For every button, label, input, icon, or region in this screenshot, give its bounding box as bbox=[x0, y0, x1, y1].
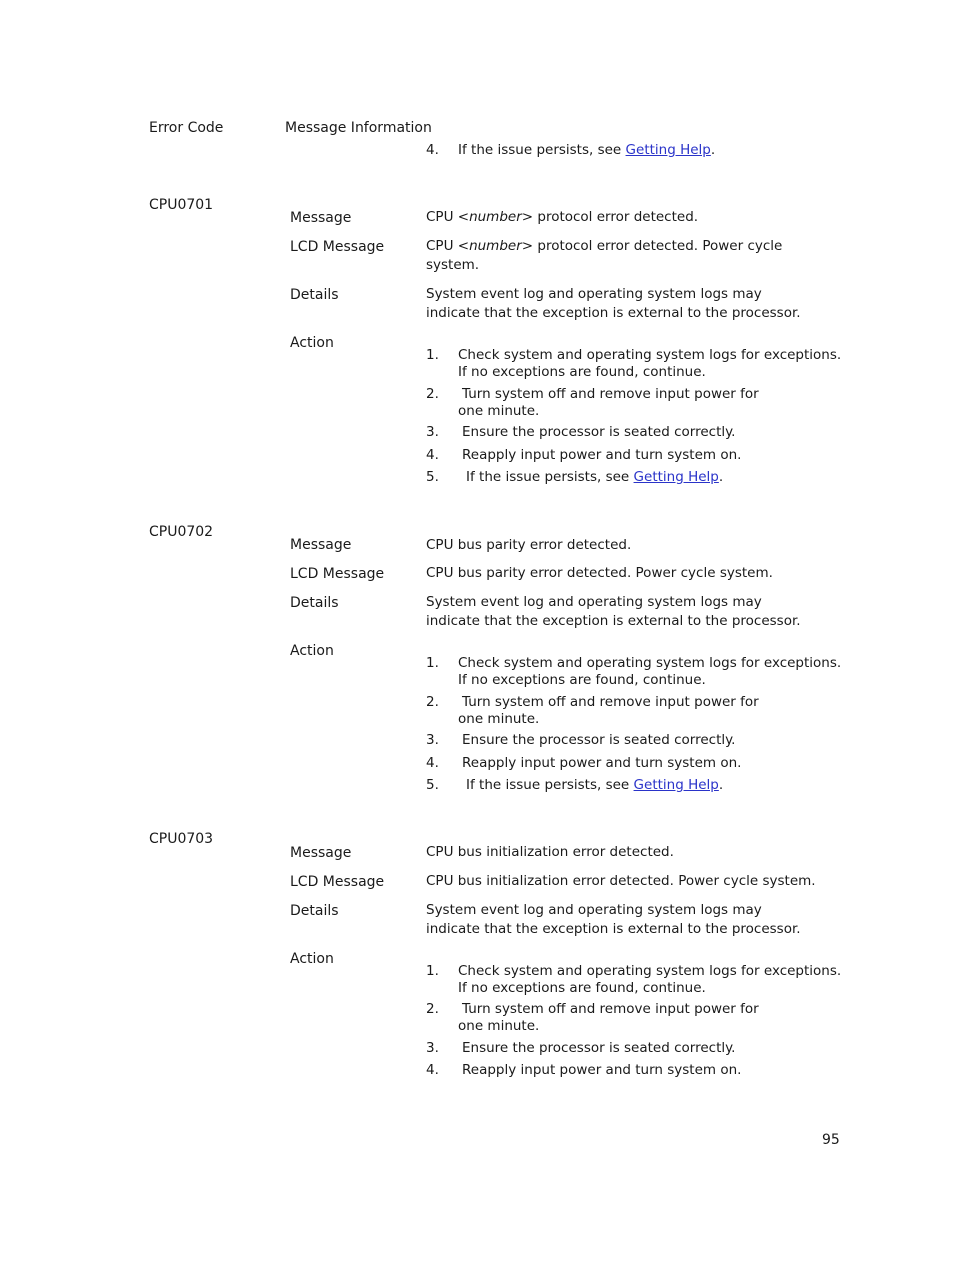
details-label: Details bbox=[290, 903, 339, 919]
message-label: Message bbox=[290, 845, 352, 861]
lcd-message-value: CPU bus parity error detected. Power cycle system. bbox=[426, 565, 773, 581]
action-label: Action bbox=[290, 643, 334, 659]
details-value: System event log and operating system logs may indicate that the exception is external to the processor. bbox=[426, 286, 801, 321]
details-label: Details bbox=[290, 287, 339, 303]
getting-help-link[interactable]: Getting Help bbox=[625, 142, 711, 158]
getting-help-link[interactable]: Getting Help bbox=[633, 469, 719, 485]
error-code: CPU0703 bbox=[149, 831, 214, 847]
details-label: Details bbox=[290, 595, 339, 611]
column-header-message-information: Message Information bbox=[285, 120, 432, 136]
details-value: System event log and operating system logs may indicate that the exception is external to the processor. bbox=[426, 902, 801, 937]
error-code: CPU0701 bbox=[149, 197, 214, 213]
lcd-message-value: CPU bus initialization error detected. Power cycle system. bbox=[426, 873, 816, 889]
step-number: 4. bbox=[426, 142, 439, 158]
lcd-message-label: LCD Message bbox=[290, 874, 385, 890]
message-value: CPU bus parity error detected. bbox=[426, 537, 632, 553]
lcd-message-label: LCD Message bbox=[290, 239, 385, 255]
message-value: CPU <number> protocol error detected. bbox=[426, 209, 699, 225]
document-page: Error Code Message Information 4. If the issue persists, see Getting Help. CPU0701 Message CPU <number> protocol error detected. LCD Message CPU <number> protocol error detected. Power cycle system. Details System event log and operating system logs may indicate that the exception is external to the processor. Action 1. Check system and operating system logs for exceptions. If no exceptions are found, continue. 2. Turn system off and remove input power for one minute. 3. Ensure the processor is seated correctly. 4. Reapply input power and turn system on. 5. If the issue persists, see Getting Help. CPU0702 Message CPU bus parity error detected. LCD Message CPU bus parity error detected. Power cycle system. Details System event log and operating system logs may indicate that the exception is external to the processor. Action 1. Check system and operating system logs for exceptions. If no exceptions are found, continue. 2. Turn system off and remove input power for one minute. 3. Ensure the processor is seated correctly. 4. Reapply input power and turn system on. 5. If the issue persists, see Getting Help. CPU0703 Message CPU bus initialization error detected. LCD Message CPU bus initialization error detected. Power cycle system. Details System event log and operating system logs may indicate that the exception is external to the processor. Action 1. Check system and operating system logs for exceptions. If no exceptions are found, continue. 2. Turn system off and remove input power for one minute. 3. Ensure the processor is seated correctly. 4. Reapply input power and turn system on. 95 bbox=[0, 0, 954, 1268]
getting-help-link[interactable]: Getting Help bbox=[633, 777, 719, 793]
details-value: System event log and operating system logs may indicate that the exception is external to the processor. bbox=[426, 594, 801, 629]
message-label: Message bbox=[290, 210, 352, 226]
column-header-error-code: Error Code bbox=[149, 120, 224, 136]
message-value: CPU bus initialization error detected. bbox=[426, 844, 674, 860]
error-code: CPU0702 bbox=[149, 524, 214, 540]
action-label: Action bbox=[290, 335, 334, 351]
lcd-message-label: LCD Message bbox=[290, 566, 385, 582]
message-label: Message bbox=[290, 537, 352, 553]
lcd-message-value: CPU <number> protocol error detected. Power cycle system. bbox=[426, 238, 783, 273]
page-number: 95 bbox=[822, 1132, 840, 1148]
step-text: If the issue persists, see Getting Help. bbox=[458, 142, 716, 158]
continued-step bbox=[426, 142, 846, 158]
action-label: Action bbox=[290, 951, 334, 967]
